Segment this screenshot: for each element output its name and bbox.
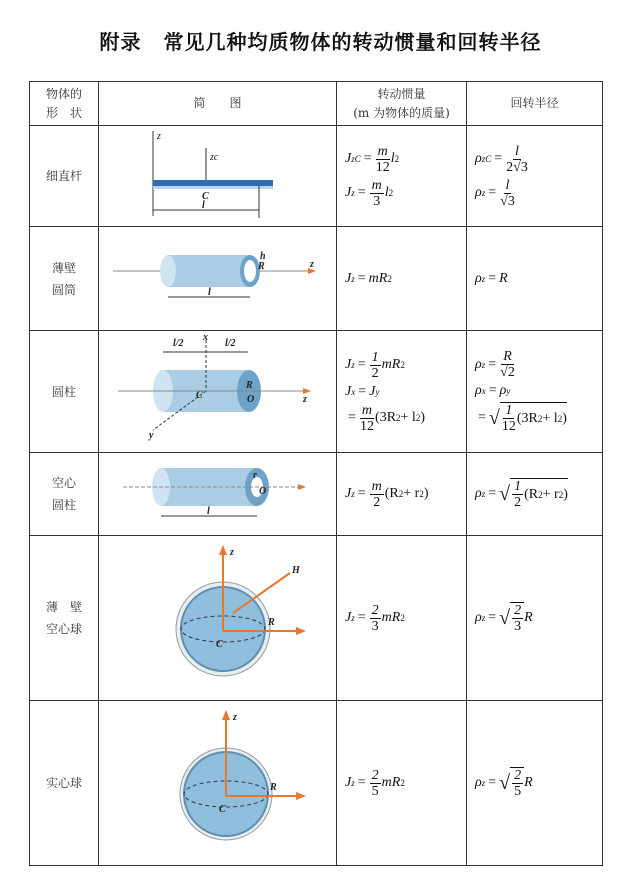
formula-subscript: x	[481, 386, 486, 396]
radius-formula	[475, 602, 602, 634]
formula-fraction	[500, 349, 515, 380]
formula-fraction	[512, 479, 523, 510]
formula-term: ρ	[475, 185, 482, 200]
radical-sign-icon: √	[499, 607, 511, 629]
formula-term: =	[358, 383, 367, 399]
formula-square-root	[499, 602, 524, 634]
diagram-label: z	[156, 131, 161, 142]
shape-name: 空心	[51, 476, 76, 490]
formula-term: J	[345, 775, 352, 790]
fraction-numerator: m	[371, 478, 382, 494]
figure-thin-tube	[99, 227, 337, 331]
formula-square-root	[499, 767, 524, 799]
fraction-denominator: 2√3	[506, 159, 528, 175]
formula-term: ρ	[475, 270, 482, 286]
formula-subscript: z	[351, 613, 355, 623]
formula-term: ρ	[475, 775, 482, 790]
formula-fraction	[376, 144, 390, 175]
solid-cylinder-diagram	[113, 332, 323, 447]
formula-term: + r	[403, 486, 420, 501]
inertia-cell	[337, 331, 467, 453]
formula-term: (3R	[516, 410, 538, 426]
diagram-label: l	[206, 506, 210, 517]
formula-superscript: 2	[415, 413, 421, 423]
formula-subscript: zC	[351, 154, 361, 164]
formula-term: =	[357, 486, 366, 501]
fraction-denominator: 12	[375, 159, 390, 175]
shape-name: 细直杆	[45, 169, 82, 183]
shape-name: 薄 壁	[45, 600, 82, 614]
formula-superscript: 2	[419, 489, 424, 499]
formula-term: =	[488, 610, 497, 625]
diagram-label: R	[267, 617, 275, 628]
radius-cell	[467, 701, 603, 866]
table-header-row	[30, 82, 603, 126]
figure-solid-sphere	[99, 701, 337, 866]
formula-superscript: 2	[387, 273, 392, 284]
title-prefix: 附录	[99, 30, 142, 54]
radius-cell	[467, 227, 603, 331]
fraction-numerator: l	[505, 177, 510, 193]
table-row	[30, 701, 603, 866]
formula-subscript: x	[351, 386, 356, 397]
formula-term: R	[499, 270, 508, 286]
diagram-label: R	[257, 260, 265, 272]
fraction-numerator: R	[503, 349, 512, 364]
title-text: 常见几种均质物体的转动惯量和回转半径	[163, 30, 542, 54]
formula-fraction	[502, 403, 516, 434]
formula-superscript: 2	[388, 188, 394, 198]
formula-term: )	[563, 486, 568, 502]
inertia-formula	[345, 479, 466, 510]
formula-term: ρ	[475, 151, 482, 166]
fraction-denominator: 2	[371, 365, 379, 381]
formula-fraction	[370, 178, 384, 209]
fraction-numerator: 2	[371, 767, 379, 783]
radius-cell	[467, 126, 603, 227]
diagram-label: H	[291, 565, 300, 576]
formula-subscript: y	[506, 386, 511, 396]
shape-name: 空心球	[45, 622, 82, 636]
radius-formula	[475, 271, 602, 287]
diagram-label: h	[259, 250, 266, 262]
header-inertia: 转动惯量 (m 为物体的质量)	[337, 82, 467, 126]
formula-subscript: z	[351, 188, 355, 198]
formula-subscript: z	[481, 613, 486, 623]
thin-tube-diagram	[108, 237, 328, 317]
formula-fraction	[370, 479, 384, 510]
formula-term: (R	[524, 486, 539, 502]
formula-fraction	[506, 144, 528, 175]
formula-term: =	[357, 270, 366, 286]
formula-term: ρ	[475, 356, 482, 372]
formula-term: =	[357, 185, 366, 200]
diagram-label: R	[245, 380, 253, 391]
shape-cell	[30, 453, 99, 536]
inertia-formula	[345, 384, 466, 400]
diagram-label: z	[229, 547, 234, 558]
inertia-formula	[345, 403, 466, 434]
table-row	[30, 227, 603, 331]
formula-term: )	[420, 410, 425, 425]
formula-term: J	[345, 151, 352, 166]
formula-term: =	[348, 410, 356, 425]
radius-cell	[467, 331, 603, 453]
hollow-sphere-diagram	[118, 541, 318, 691]
diagram-label: O	[258, 486, 266, 497]
formula-square-root	[499, 478, 568, 510]
radius-formula	[475, 767, 602, 799]
formula-square-root	[489, 402, 567, 434]
inertia-cell	[337, 453, 467, 536]
fraction-denominator: 12	[359, 418, 374, 434]
inertia-formula	[345, 768, 466, 799]
radius-formula	[475, 178, 602, 209]
formula-term: (R	[384, 486, 399, 501]
fraction-denominator: √3	[500, 193, 515, 209]
solid-sphere-diagram	[118, 706, 318, 856]
formula-subscript: zC	[481, 154, 492, 164]
diagram-label: C	[215, 639, 223, 650]
formula-subscript: z	[481, 188, 486, 198]
formula-term: =	[478, 410, 486, 425]
thin-rod-diagram	[138, 126, 298, 222]
formula-term: =	[357, 775, 366, 790]
fraction-denominator: 3	[373, 193, 381, 209]
fraction-denominator: 2	[373, 494, 381, 510]
diagram-label: O	[246, 394, 254, 405]
fraction-numerator: 1	[505, 403, 513, 418]
formula-term: ρ	[475, 610, 482, 625]
fraction-numerator: l	[515, 143, 519, 159]
radical-sign-icon: √	[499, 483, 511, 505]
formula-superscript: 2	[398, 489, 404, 499]
hollow-cylinder-diagram	[113, 454, 323, 530]
formula-term: =	[357, 610, 366, 625]
formula-term: =	[488, 270, 497, 286]
shape-name: 圆柱	[51, 384, 76, 399]
diagram-label: l	[207, 286, 211, 298]
formula-term: l	[384, 185, 389, 200]
formula-fraction	[512, 768, 523, 799]
formula-term: J	[345, 270, 352, 286]
formula-fraction	[512, 603, 523, 634]
inertia-table	[29, 81, 603, 866]
formula-term: J	[345, 383, 352, 399]
formula-term: J	[345, 357, 352, 372]
diagram-label: zc	[209, 152, 218, 163]
diagram-label: x	[202, 332, 208, 343]
inertia-formula	[345, 271, 466, 287]
shape-cell	[30, 536, 99, 701]
shape-name: 圆筒	[51, 282, 76, 297]
figure-hollow-cylinder	[99, 453, 337, 536]
inertia-cell	[337, 536, 467, 701]
formula-term: ρ	[475, 383, 482, 398]
inertia-formula	[345, 350, 466, 381]
diagram-label: y	[148, 430, 153, 441]
formula-fraction	[360, 403, 374, 434]
fraction-numerator: m	[377, 143, 388, 159]
formula-superscript: 2	[558, 489, 564, 500]
formula-term: =	[488, 356, 497, 372]
diagram-label: r	[252, 470, 257, 481]
fraction-denominator: 5	[514, 784, 522, 799]
formula-term: J	[369, 383, 376, 399]
inertia-cell	[337, 227, 467, 331]
formula-subscript: z	[481, 778, 486, 788]
header-radius: 回转半径	[467, 82, 603, 126]
shape-cell	[30, 227, 99, 331]
diagram-label: z	[309, 258, 314, 270]
page-title	[0, 26, 641, 55]
radius-cell	[467, 453, 603, 536]
formula-subscript: y	[375, 386, 380, 397]
fraction-numerator: 2	[514, 603, 522, 618]
formula-subscript: z	[481, 273, 486, 284]
diagram-label: C	[201, 191, 209, 202]
formula-superscript: 2	[400, 360, 405, 370]
fraction-numerator: 2	[371, 602, 379, 618]
diagram-label: l/2	[224, 338, 236, 349]
diagram-label: l/2	[172, 338, 184, 349]
radius-formula	[475, 383, 602, 399]
shape-name: 圆柱	[51, 498, 76, 512]
formula-term: mR	[381, 775, 401, 790]
formula-term: + r	[542, 486, 559, 502]
formula-fraction	[370, 350, 381, 381]
formula-fraction	[500, 178, 515, 209]
formula-subscript: z	[481, 359, 486, 370]
formula-fraction	[370, 768, 381, 799]
formula-term: )	[423, 486, 429, 501]
inertia-formula	[345, 178, 466, 209]
formula-fraction	[370, 603, 381, 634]
formula-term: =	[363, 151, 372, 166]
figure-thin-rod	[99, 126, 337, 227]
shape-name: 薄壁	[51, 260, 76, 275]
formula-subscript: z	[351, 778, 355, 788]
formula-term: R	[524, 775, 533, 790]
diagram-label: C	[218, 804, 226, 815]
formula-term: mR	[381, 357, 401, 372]
formula-term: R	[524, 610, 533, 625]
formula-term: + l	[542, 410, 558, 426]
fraction-numerator: 1	[371, 349, 379, 365]
formula-term: =	[488, 486, 497, 501]
radicand	[510, 602, 524, 634]
table-row	[30, 536, 603, 701]
shape-cell	[30, 331, 99, 453]
header-figure: 简 图	[99, 82, 337, 126]
formula-superscript: 2	[537, 413, 543, 424]
formula-term: J	[345, 185, 352, 200]
formula-subscript: z	[481, 489, 486, 499]
formula-term: )	[562, 410, 567, 426]
fraction-denominator: 3	[514, 619, 522, 634]
header-shape: 物体的 形 状	[30, 82, 99, 126]
radius-formula	[475, 349, 602, 380]
fraction-denominator: √2	[500, 365, 515, 380]
fraction-denominator: 12	[501, 419, 516, 434]
formula-superscript: 2	[400, 778, 405, 788]
radicand	[510, 478, 568, 510]
formula-term: mR	[381, 610, 401, 625]
formula-term: mR	[368, 270, 388, 286]
fraction-denominator: 3	[371, 618, 379, 634]
radius-formula	[475, 402, 602, 434]
radical-sign-icon: √	[488, 407, 500, 429]
fraction-denominator: 5	[371, 783, 379, 799]
table-row	[30, 126, 603, 227]
formula-term: J	[345, 486, 352, 501]
formula-term: ρ	[499, 383, 507, 398]
formula-subscript: z	[351, 273, 355, 284]
formula-term: =	[488, 185, 497, 200]
shape-cell	[30, 701, 99, 866]
formula-term: =	[494, 151, 503, 166]
formula-term: =	[357, 357, 366, 372]
formula-term: =	[488, 383, 497, 398]
formula-term: =	[488, 775, 497, 790]
shape-cell	[30, 126, 99, 227]
radical-sign-icon: √	[499, 772, 511, 794]
formula-superscript: 2	[557, 413, 563, 424]
formula-term: l	[390, 151, 395, 166]
formula-superscript: 2	[400, 613, 405, 623]
formula-superscript: 2	[394, 154, 400, 164]
radius-formula	[475, 478, 602, 510]
table-row	[30, 331, 603, 453]
figure-hollow-sphere	[99, 536, 337, 701]
formula-subscript: z	[351, 489, 355, 499]
inertia-formula	[345, 603, 466, 634]
radius-formula	[475, 144, 602, 175]
diagram-label: C	[195, 390, 203, 401]
figure-solid-cylinder	[99, 331, 337, 453]
formula-subscript: z	[351, 360, 355, 370]
formula-superscript: 2	[396, 413, 401, 423]
shape-name: 实心球	[45, 776, 82, 790]
diagram-label: z	[232, 712, 237, 723]
radicand	[510, 767, 524, 799]
formula-term: (3R	[375, 410, 397, 425]
radius-cell	[467, 536, 603, 701]
diagram-label: R	[269, 782, 277, 793]
inertia-cell	[337, 701, 467, 866]
formula-superscript: 2	[538, 489, 543, 500]
inertia-cell	[337, 126, 467, 227]
table-row	[30, 453, 603, 536]
fraction-denominator: 2	[514, 495, 522, 510]
fraction-numerator: m	[361, 402, 373, 418]
formula-term: ρ	[475, 486, 482, 501]
formula-term: J	[345, 610, 352, 625]
fraction-numerator: 2	[514, 768, 522, 783]
radicand	[500, 402, 567, 434]
formula-term: + l	[400, 410, 416, 425]
fraction-numerator: m	[371, 177, 382, 193]
diagram-label: z	[302, 394, 307, 405]
fraction-numerator: 1	[514, 479, 522, 494]
diagram-label: l	[201, 200, 205, 211]
inertia-formula	[345, 144, 466, 175]
